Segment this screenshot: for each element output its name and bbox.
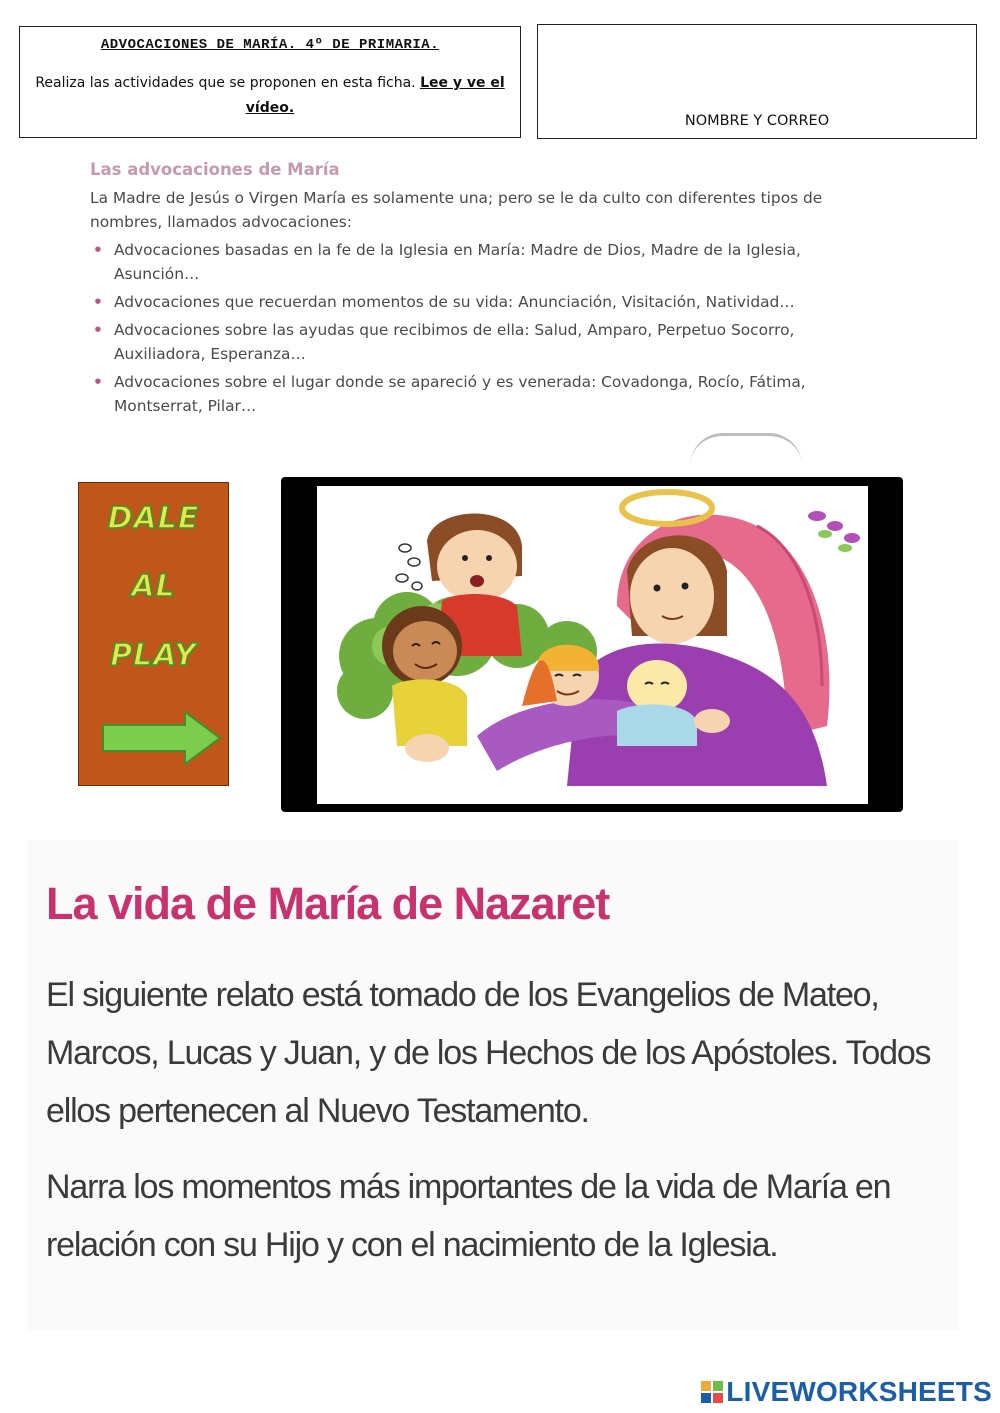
vida-paragraph-2: Narra los momentos más importantes de la vida de María en relación con su Hijo y con el nacimiento de la Iglesia. <box>46 1168 891 1264</box>
video-thumbnail[interactable] <box>317 486 868 804</box>
list-item-text: Advocaciones que recuerdan momentos de su vida: Anunciación, Visitación, Natividad… <box>114 293 795 311</box>
bullet-icon: • <box>93 241 103 259</box>
instructions-plain: Realiza las actividades que se proponen en esta ficha. <box>35 75 421 91</box>
instructions-text <box>34 71 506 121</box>
advocaciones-list <box>90 238 860 418</box>
vida-heading: La vida de María de Nazaret <box>46 878 610 929</box>
virgin-mary-with-children-illustration <box>317 486 868 804</box>
play-word-play: PLAY <box>110 638 197 673</box>
play-prompt-panel <box>78 482 229 786</box>
video-player[interactable] <box>281 477 903 812</box>
list-item <box>90 290 860 314</box>
bullet-icon: • <box>93 373 103 391</box>
bullet-icon: • <box>93 293 103 311</box>
play-word-dale: DALE <box>107 501 200 536</box>
bullet-icon: • <box>93 321 103 339</box>
vida-section <box>28 840 958 1330</box>
vida-paragraph-1: El siguiente relato está tomado de los Evangelios de Mateo, Marcos, Lucas y Juan, y de los Hechos de los Apóstoles. Todos ellos pertenecen al Nuevo Testamento. <box>46 976 931 1130</box>
liveworksheets-brand <box>701 1377 992 1407</box>
play-word-al: AL <box>131 569 176 604</box>
name-email-box[interactable] <box>537 24 977 139</box>
decorative-arc <box>690 433 802 466</box>
list-item <box>90 318 860 366</box>
worksheet-title: ADVOCACIONES DE MARÍA. 4º DE PRIMARIA. <box>100 37 440 53</box>
list-item-text: Advocaciones sobre las ayudas que recibimos de ella: Salud, Amparo, Perpetuo Socorro, Auxiliadora, Esperanza… <box>114 321 795 363</box>
title-box <box>19 26 521 138</box>
advocaciones-section <box>90 158 860 422</box>
instructions-bold: Lee y ve el vídeo. <box>245 75 505 116</box>
name-email-label: NOMBRE Y CORREO <box>684 113 830 129</box>
right-arrow-icon <box>101 709 223 767</box>
list-item-text: Advocaciones sobre el lugar donde se apareció y es venerada: Covadonga, Rocío, Fátima, Montserrat, Pilar… <box>114 373 806 415</box>
list-item-text: Advocaciones basadas en la fe de la Iglesia en María: Madre de Dios, Madre de la Iglesia, Asunción… <box>114 241 801 283</box>
list-item <box>90 238 860 286</box>
brand-name: LIVEWORKSHEETS <box>726 1376 992 1407</box>
liveworksheets-logo-icon <box>701 1381 723 1403</box>
advocaciones-heading: Las advocaciones de María <box>90 160 340 179</box>
list-item <box>90 370 860 418</box>
advocaciones-intro: La Madre de Jesús o Virgen María es solamente una; pero se le da culto con diferentes tipos de nombres, llamados advocaciones: <box>90 189 823 231</box>
